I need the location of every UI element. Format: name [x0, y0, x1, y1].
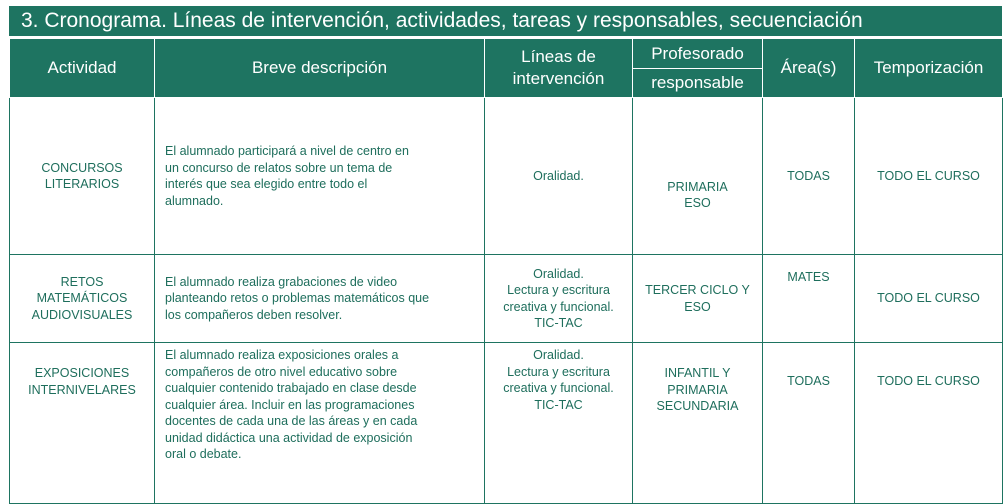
header-areas: Área(s)	[763, 39, 855, 98]
cell-actividad	[10, 255, 155, 343]
cell-line: TIC-TAC	[534, 316, 583, 330]
cell-line: alumnado.	[165, 193, 224, 208]
table-row	[10, 255, 1003, 343]
header-profesorado-line1: Profesorado	[633, 40, 762, 69]
cell-line: creativa y funcional.	[503, 381, 614, 395]
cell-line: El alumnado participará a nivel de centro en	[165, 144, 409, 158]
cell-line: INTERNIVELARES	[28, 382, 136, 397]
cell-actividad	[10, 343, 155, 504]
cell-line: TERCER CICLO Y	[645, 283, 750, 297]
schedule-document	[9, 6, 1002, 504]
cell-line: PRIMARIA	[667, 179, 728, 194]
cell-temporizacion: TODO EL CURSO	[855, 98, 1003, 255]
header-profesorado-line2: responsable	[651, 72, 744, 92]
header-descripcion: Breve descripción	[155, 39, 485, 98]
table-row	[10, 343, 1003, 504]
cell-lineas	[485, 98, 633, 255]
cell-profesorado	[633, 343, 763, 504]
cell-temporizacion: TODO EL CURSO	[855, 343, 1003, 504]
cell-line: SECUNDARIA	[656, 399, 739, 413]
cell-line: planteando retos o problemas matemáticos que	[165, 291, 430, 306]
cell-line: docentes de cada una de las áreas y en cada	[165, 414, 418, 428]
cell-line: los compañeros deben resolver.	[165, 307, 343, 322]
cell-line: Oralidad.	[533, 348, 584, 362]
cell-descripcion	[155, 255, 485, 343]
header-actividad: Actividad	[10, 39, 155, 98]
cell-line: TIC-TAC	[534, 397, 583, 412]
schedule-table	[9, 38, 1003, 504]
cell-areas: TODAS	[763, 98, 855, 255]
cell-line: Lectura y escritura	[507, 364, 610, 379]
header-temporizacion: Temporización	[855, 39, 1003, 98]
cell-lineas	[485, 343, 633, 504]
cell-line: cualquier contenido trabajado en clase desde	[165, 381, 417, 395]
cell-temporizacion: TODO EL CURSO	[855, 255, 1003, 343]
cell-line: oral o debate.	[165, 447, 242, 461]
cell-actividad	[10, 98, 155, 255]
cell-line: PRIMARIA	[667, 382, 728, 397]
cell-line: Lectura y escritura	[507, 283, 610, 297]
cell-profesorado	[633, 255, 763, 343]
cell-line: CONCURSOS	[41, 160, 123, 175]
cell-areas: MATES	[763, 255, 855, 343]
header-lineas-line1: Líneas de	[521, 47, 596, 66]
header-lineas	[485, 39, 633, 98]
cell-line: EXPOSICIONES	[34, 366, 130, 380]
cell-line: LITERARIOS	[44, 177, 120, 191]
cell-line: INFANTIL Y	[664, 366, 731, 380]
cell-line: RETOS	[60, 274, 104, 289]
cell-line: cualquier área. Incluir en las programaciones	[165, 397, 415, 412]
cell-line: MATEMÁTICOS	[36, 291, 128, 306]
cell-areas: TODAS	[763, 343, 855, 504]
cell-descripcion	[155, 98, 485, 255]
cell-line: ESO	[684, 299, 711, 314]
cell-line: El alumnado realiza exposiciones orales a	[165, 348, 399, 362]
header-row	[10, 39, 1003, 98]
cell-line: Oralidad.	[533, 266, 584, 281]
cell-line: ESO	[684, 196, 711, 210]
cell-descripcion	[155, 343, 485, 504]
cell-lineas	[485, 255, 633, 343]
cell-line: interés que sea elegido entre todo el	[165, 177, 368, 191]
cell-line: El alumnado realiza grabaciones de video	[165, 274, 398, 289]
cell-line: compañeros de otro nivel educativo sobre	[165, 364, 398, 379]
table-row	[10, 98, 1003, 255]
cell-profesorado	[633, 98, 763, 255]
cell-line: unidad didáctica una actividad de exposición	[165, 430, 413, 445]
cell-line: un concurso de relatos sobre un tema de	[165, 160, 393, 175]
section-title: 3. Cronograma. Líneas de intervención, actividades, tareas y responsables, secuenciación	[9, 6, 1002, 38]
header-profesorado	[633, 39, 763, 98]
header-lineas-line2: intervención	[512, 69, 605, 88]
cell-line: AUDIOVISUALES	[31, 307, 133, 322]
cell-line: Oralidad.	[533, 168, 584, 183]
cell-line: creativa y funcional.	[503, 299, 614, 314]
